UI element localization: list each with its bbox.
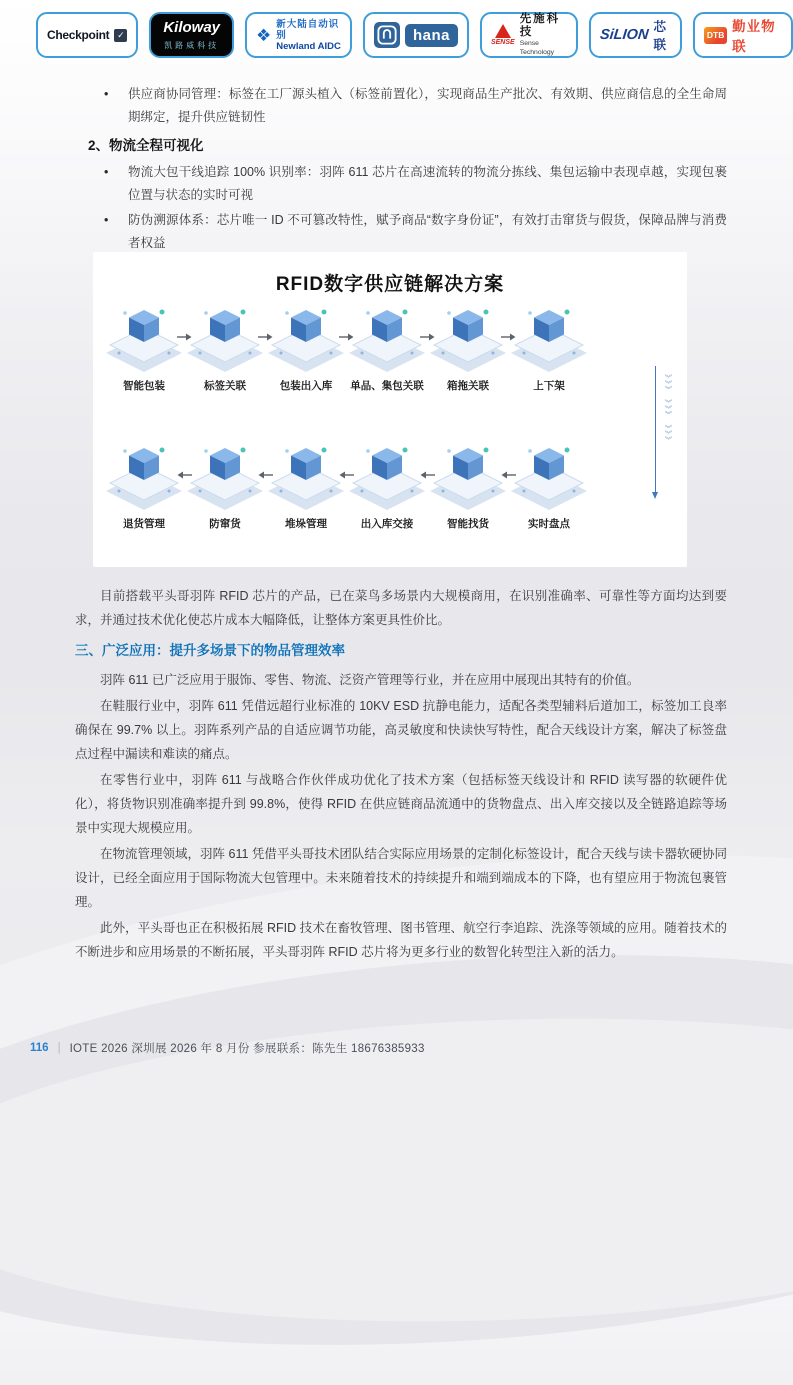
- isometric-platform-icon: [342, 304, 432, 374]
- bullet-logistics-tracking: [75, 161, 727, 207]
- sense-brand: SENSE: [490, 38, 515, 46]
- diagram-node-smart-packaging: [105, 304, 183, 393]
- bullet-dot-icon: •: [104, 165, 109, 179]
- node-label: 标签关联: [204, 380, 246, 392]
- arrow-right-icon: [258, 332, 273, 342]
- application-text-section: [75, 584, 727, 966]
- isometric-platform-icon: [180, 442, 270, 512]
- page-number: 116: [30, 1042, 49, 1054]
- node-label: 单品、集包关联: [350, 380, 424, 392]
- arrow-right-icon: [339, 332, 354, 342]
- logo-sense-technology: [480, 12, 578, 58]
- isometric-platform-icon: [423, 442, 513, 512]
- checkmark-icon: ✓: [114, 29, 127, 42]
- logo-dtb-qinye: [693, 12, 793, 58]
- kiloway-chinese-name: 凯路威科技: [164, 40, 220, 50]
- arrow-left-icon: [177, 470, 192, 480]
- diagram-flow-row-top: [105, 304, 588, 393]
- bullet-supplier-management: [75, 83, 727, 129]
- silion-wordmark: SiLION: [599, 27, 650, 43]
- logo-silion: [589, 12, 682, 58]
- checkpoint-wordmark: Checkpoint: [47, 28, 110, 42]
- expo-contact-info: IOTE 2026 深圳展 2026 年 8 月份 参展联系：陈先生 18676385933: [69, 1043, 425, 1055]
- logo-checkpoint: [36, 12, 138, 58]
- diagram-node-smart-picking: [429, 442, 507, 531]
- node-label: 实时盘点: [528, 518, 570, 530]
- paragraph-logistics-field: 在物流管理领域，羽阵 611 凭借平头哥技术团队结合实际应用场景的定制化标签设计，配合天线与读卡器软硬协同设计，已经全面应用于国际物流大包管理中。未来随着技术的持续提升和端到端成本的下降，也有望应用于物流包裹管理。: [75, 847, 727, 909]
- sense-chinese-name: 先施科技: [519, 13, 561, 38]
- hana-wordmark: hana: [405, 24, 458, 47]
- diagram-node-shelving: [510, 304, 588, 393]
- diagram-node-stacking-management: [267, 442, 345, 531]
- heading-logistics-visibility: 2、物流全程可视化: [88, 138, 204, 153]
- diagram-title: RFID数字供应链解决方案: [275, 274, 505, 295]
- paragraph-retail-industry: 在零售行业中，羽阵 611 与战略合作伙伴成功优化了技术方案（包括标签天线设计和 RFID 读写器的软硬件优化），将货物识别准确率提升到 99.8%，使得 RFID 在供应链商品流通中的货物盘点、出入库交接以及全链路追踪等场景中实现大规模应用。: [75, 773, 727, 835]
- paragraph-industries-overview: 羽阵 611 已广泛应用于服饰、零售、物流、泛资产管理等行业，并在应用中展现出其特有的价值。: [100, 673, 640, 687]
- bullet-text: 物流大包干线追踪 100% 识别率：羽阵 611 芯片在高速流转的物流分拣线、集包运输中表现卓越，实现包裹位置与状态的实时可视: [128, 165, 727, 202]
- node-label: 堆垛管理: [285, 518, 327, 530]
- diagram-node-item-bundle-association: [348, 304, 426, 393]
- heading-wide-application: 三、广泛应用：提升多场景下的物品管理效率: [75, 643, 345, 658]
- exhibitor-logo-bar: [36, 12, 793, 58]
- node-label: 防窜货: [209, 518, 241, 530]
- diagram-node-box-pallet-association: [429, 304, 507, 393]
- footer-divider: |: [57, 1042, 61, 1054]
- node-label: 退货管理: [123, 518, 165, 530]
- bullet-anti-counterfeit: [75, 209, 727, 255]
- flow-down-arrow: [655, 366, 656, 492]
- rfid-solution-diagram: [93, 252, 687, 567]
- diagram-node-returns-management: [105, 442, 183, 531]
- paragraph-commercial-use: 目前搭载平头哥羽阵 RFID 芯片的产品，已在菜鸟多场景内大规模商用，在识别准确率、可靠性等方面均达到要求，并通过技术优化使芯片成本大幅降低，让整体方案更具性价比。: [75, 589, 727, 627]
- paragraph-other-fields: 此外，平头哥也正在积极拓展 RFID 技术在畜牧管理、图书管理、航空行李追踪、洗涤等领域的应用。随着技术的不断进步和应用场景的不断拓展，平头哥羽阵 RFID 芯片将为更多行业的数智化转型注入新的活力。: [75, 921, 727, 959]
- diagram-node-tag-association: [186, 304, 264, 393]
- newland-chinese-name: 新大陆自动识别: [276, 18, 340, 41]
- diagram-node-realtime-inventory: [510, 442, 588, 531]
- node-label: 智能包装: [123, 380, 165, 392]
- logo-newland-aidc: [245, 12, 352, 58]
- isometric-platform-icon: [423, 304, 513, 374]
- diamond-icon: ❖: [256, 25, 272, 45]
- kiloway-wordmark: Kiloway: [163, 18, 221, 36]
- isometric-platform-icon: [99, 304, 189, 374]
- node-label: 上下架: [533, 380, 565, 392]
- isometric-platform-icon: [99, 442, 189, 512]
- node-label: 包装出入库: [279, 380, 333, 392]
- diagram-node-anti-channeling: [186, 442, 264, 531]
- dtb-chinese-name: 勤业物联: [732, 19, 776, 54]
- newland-wordmark: Newland AIDC: [276, 40, 341, 52]
- node-label: 出入库交接: [360, 518, 414, 530]
- isometric-platform-icon: [342, 442, 432, 512]
- arrow-right-icon: [420, 332, 435, 342]
- arrow-left-icon: [339, 470, 354, 480]
- arrow-left-icon: [420, 470, 435, 480]
- isometric-platform-icon: [180, 304, 270, 374]
- node-label: 箱拖关联: [447, 380, 489, 392]
- paragraph-apparel-industry: 在鞋服行业中，羽阵 611 凭借远超行业标准的 10KV ESD 抗静电能力，适配各类型辅料后道加工，标签加工良率确保在 99.7% 以上。羽阵系列产品的自适应调节功能，高灵敏度和快读快写特性，配合天线设计方案，解决了标签盘点过程中漏读和难读的痛点。: [75, 699, 727, 761]
- logo-kiloway: [149, 12, 234, 58]
- sense-english-name: Sense Technology: [519, 40, 555, 56]
- page-footer: [30, 1040, 425, 1056]
- isometric-platform-icon: [261, 442, 351, 512]
- dtb-squares-icon: DTB: [704, 27, 727, 44]
- isometric-platform-icon: [504, 304, 594, 374]
- flow-direction-marks: 》》》 》》》 》》》: [664, 374, 673, 446]
- bullet-dot-icon: •: [104, 87, 109, 101]
- bullet-text: 防伪溯源体系：芯片唯一 ID 不可篡改特性，赋予商品“数字身份证”，有效打击窜货与假货，保障品牌与消费者权益: [128, 213, 727, 250]
- arrow-right-icon: [177, 332, 192, 342]
- logo-hana: [363, 12, 469, 58]
- arrow-left-icon: [501, 470, 516, 480]
- hana-icon: [374, 22, 400, 48]
- node-label: 智能找货: [447, 518, 489, 530]
- diagram-flow-row-bottom: [105, 442, 588, 531]
- diagram-node-packaging-warehouse: [267, 304, 345, 393]
- supply-chain-bullet-section: [75, 83, 727, 257]
- arrow-left-icon: [258, 470, 273, 480]
- bullet-dot-icon: •: [104, 213, 109, 227]
- sense-pyramid-icon: [495, 24, 511, 38]
- silion-chinese-name: 芯联: [653, 20, 667, 52]
- diagram-node-warehouse-handover: [348, 442, 426, 531]
- isometric-platform-icon: [261, 304, 351, 374]
- bullet-text: 供应商协同管理：标签在工厂源头植入（标签前置化），实现商品生产批次、有效期、供应商信息的全生命周期绑定，提升供应链韧性: [128, 87, 727, 124]
- arrow-right-icon: [501, 332, 516, 342]
- isometric-platform-icon: [504, 442, 594, 512]
